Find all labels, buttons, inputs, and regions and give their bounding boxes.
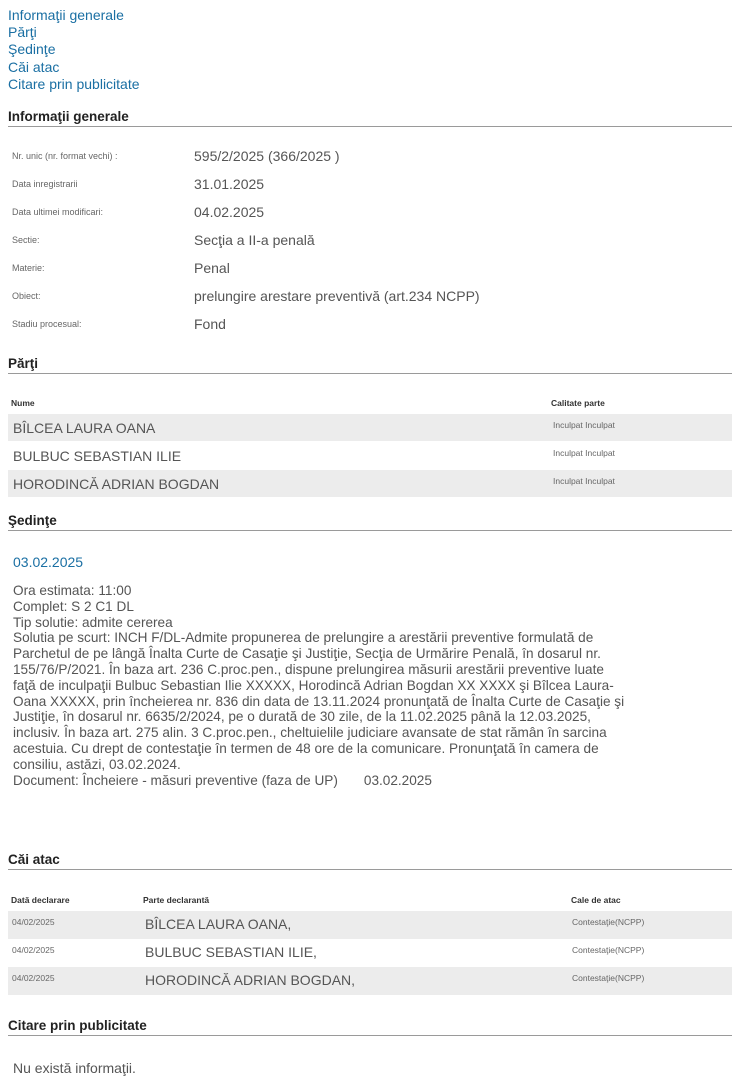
cale-parte: HORODINCĂ ADRIAN BOGDAN, [145,972,356,988]
info-row-materie [0,260,740,288]
sedinta-date: 03.02.2025 [13,554,84,570]
section-title-citare: Citare prin publicitate [8,1018,732,1036]
solutie-line: Justiţie, în dosarul nr. 6635/2/2024, pe o durată de 30 zile, de la 11.02.2025 până la 12.03.2025, [13,709,591,725]
cale-data: 04/02/2025 [12,945,55,955]
parti-row [8,470,732,497]
cai-atac-row [8,939,732,967]
info-label: Obiect: [12,291,41,301]
cai-atac-row [8,967,732,995]
parte-nume: BULBUC SEBASTIAN ILIE [13,448,182,464]
parte-calitate: Inculpat Inculpat [553,448,615,458]
cale-tip: Contestaţie(NCPP) [572,973,645,983]
cale-tip: Contestaţie(NCPP) [572,945,645,955]
info-label: Data ultimei modificari: [12,207,104,217]
info-row-stadiu [0,316,740,344]
cai-atac-row [8,911,732,939]
cai-header-data: Dată declarare [11,895,70,905]
info-row-nr-unic [0,148,740,176]
info-value: Fond [194,316,226,332]
info-value: 04.02.2025 [194,204,265,220]
cai-header-cale: Cale de atac [571,895,621,905]
info-label: Sectie: [12,235,40,245]
parti-header-nume: Nume [11,398,35,408]
solutie-line: inclusiv. În baza art. 275 alin. 3 C.proc.pen., cheltuielile judiciare avansate de stat rămân în sarcina [13,725,607,741]
solutie-line: consiliu, astăzi, 03.02.2024. [13,756,181,772]
cai-header-parte: Parte declarantă [143,895,210,905]
nav-link-cai-atac[interactable]: Căi atac [8,58,60,75]
info-value: 595/2/2025 (366/2025 ) [194,148,340,164]
solutie-line: faţă de inculpaţii Bulbuc Sebastian Ilie XXXXX, Horodincă Adrian Bogdan XX XXXX şi Bîlcea Laura- [13,677,614,693]
info-label: Materie: [12,263,45,273]
parte-nume: HORODINCĂ ADRIAN BOGDAN [13,476,220,492]
info-value: Penal [194,260,230,276]
solutie-line: 155/76/P/2021. În baza art. 236 C.proc.pen., dispune prelungirea măsurii arestării preventive luate [13,661,604,677]
solutie-line: Oana XXXXX, prin încheierea nr. 836 din data de 13.11.2024 pronunţată de Înalta Curte de Casaţie şi [13,693,625,709]
solutie-line: acestuia. Cu drept de contestaţie în termen de 48 ore de la comunicare. Pronunţată în camera de [13,740,599,756]
sedinta-complet: Complet: S 2 C1 DL [13,598,134,614]
nav-link-informatii[interactable]: Informaţii generale [8,7,124,23]
parte-nume: BÎLCEA LAURA OANA [13,420,156,436]
solutie-line: Solutia pe scurt: INCH F/DL-Admite propunerea de prelungire a arestării preventive formulată de [13,630,594,646]
section-nav [8,7,140,93]
parti-row [8,442,732,469]
section-title-cai-atac: Căi atac [8,852,732,870]
info-value: prelungire arestare preventivă (art.234 NCPP) [194,288,480,304]
section-title-sedinte: Şedinţe [8,513,732,531]
cale-data: 04/02/2025 [12,917,55,927]
cale-parte: BÎLCEA LAURA OANA, [145,916,292,932]
nav-link-sedinte[interactable]: Şedinţe [8,41,56,58]
solutie-line: Parchetul de pe lângă Înalta Curte de Casaţie şi Justiţie, Secţia de Urmărire Penală, în dosarul nr. [13,646,601,662]
section-title-informatii: Informaţii generale [8,109,732,127]
sedinta-ora: Ora estimata: 11:00 [13,583,132,598]
section-title-parti: Părţi [8,356,732,374]
parte-calitate: Inculpat Inculpat [553,476,615,486]
info-row-sectie [0,232,740,260]
parti-row [8,414,732,441]
cale-tip: Contestaţie(NCPP) [572,917,645,927]
nav-link-parti[interactable]: Părţi [8,24,37,41]
citare-empty-message: Nu există informaţii. [13,1060,136,1076]
info-row-data-modificari [0,204,740,232]
info-label: Data inregistrarii [12,179,78,189]
info-value: 31.01.2025 [194,176,265,192]
info-row-obiect [0,288,740,316]
cale-data: 04/02/2025 [12,973,55,983]
sedinta-details [13,583,728,788]
cale-parte: BULBUC SEBASTIAN ILIE, [145,944,317,960]
parti-header-calitate: Calitate parte [551,398,605,408]
document-name: Document: Încheiere - măsuri preventive (faza de UP) [13,772,338,788]
info-value: Secţia a II-a penală [194,232,315,248]
document-date: 03.02.2025 [363,772,432,788]
info-label: Nr. unic (nr. format vechi) : [12,151,118,161]
parte-calitate: Inculpat Inculpat [553,420,615,430]
sedinta-tip-solutie: Tip solutie: admite cererea [13,614,173,630]
sedinta-document [13,773,728,789]
nav-link-citare[interactable]: Citare prin publicitate [8,75,140,92]
info-label: Stadiu procesual: [12,319,82,329]
info-row-data-inregistrarii [0,176,740,204]
